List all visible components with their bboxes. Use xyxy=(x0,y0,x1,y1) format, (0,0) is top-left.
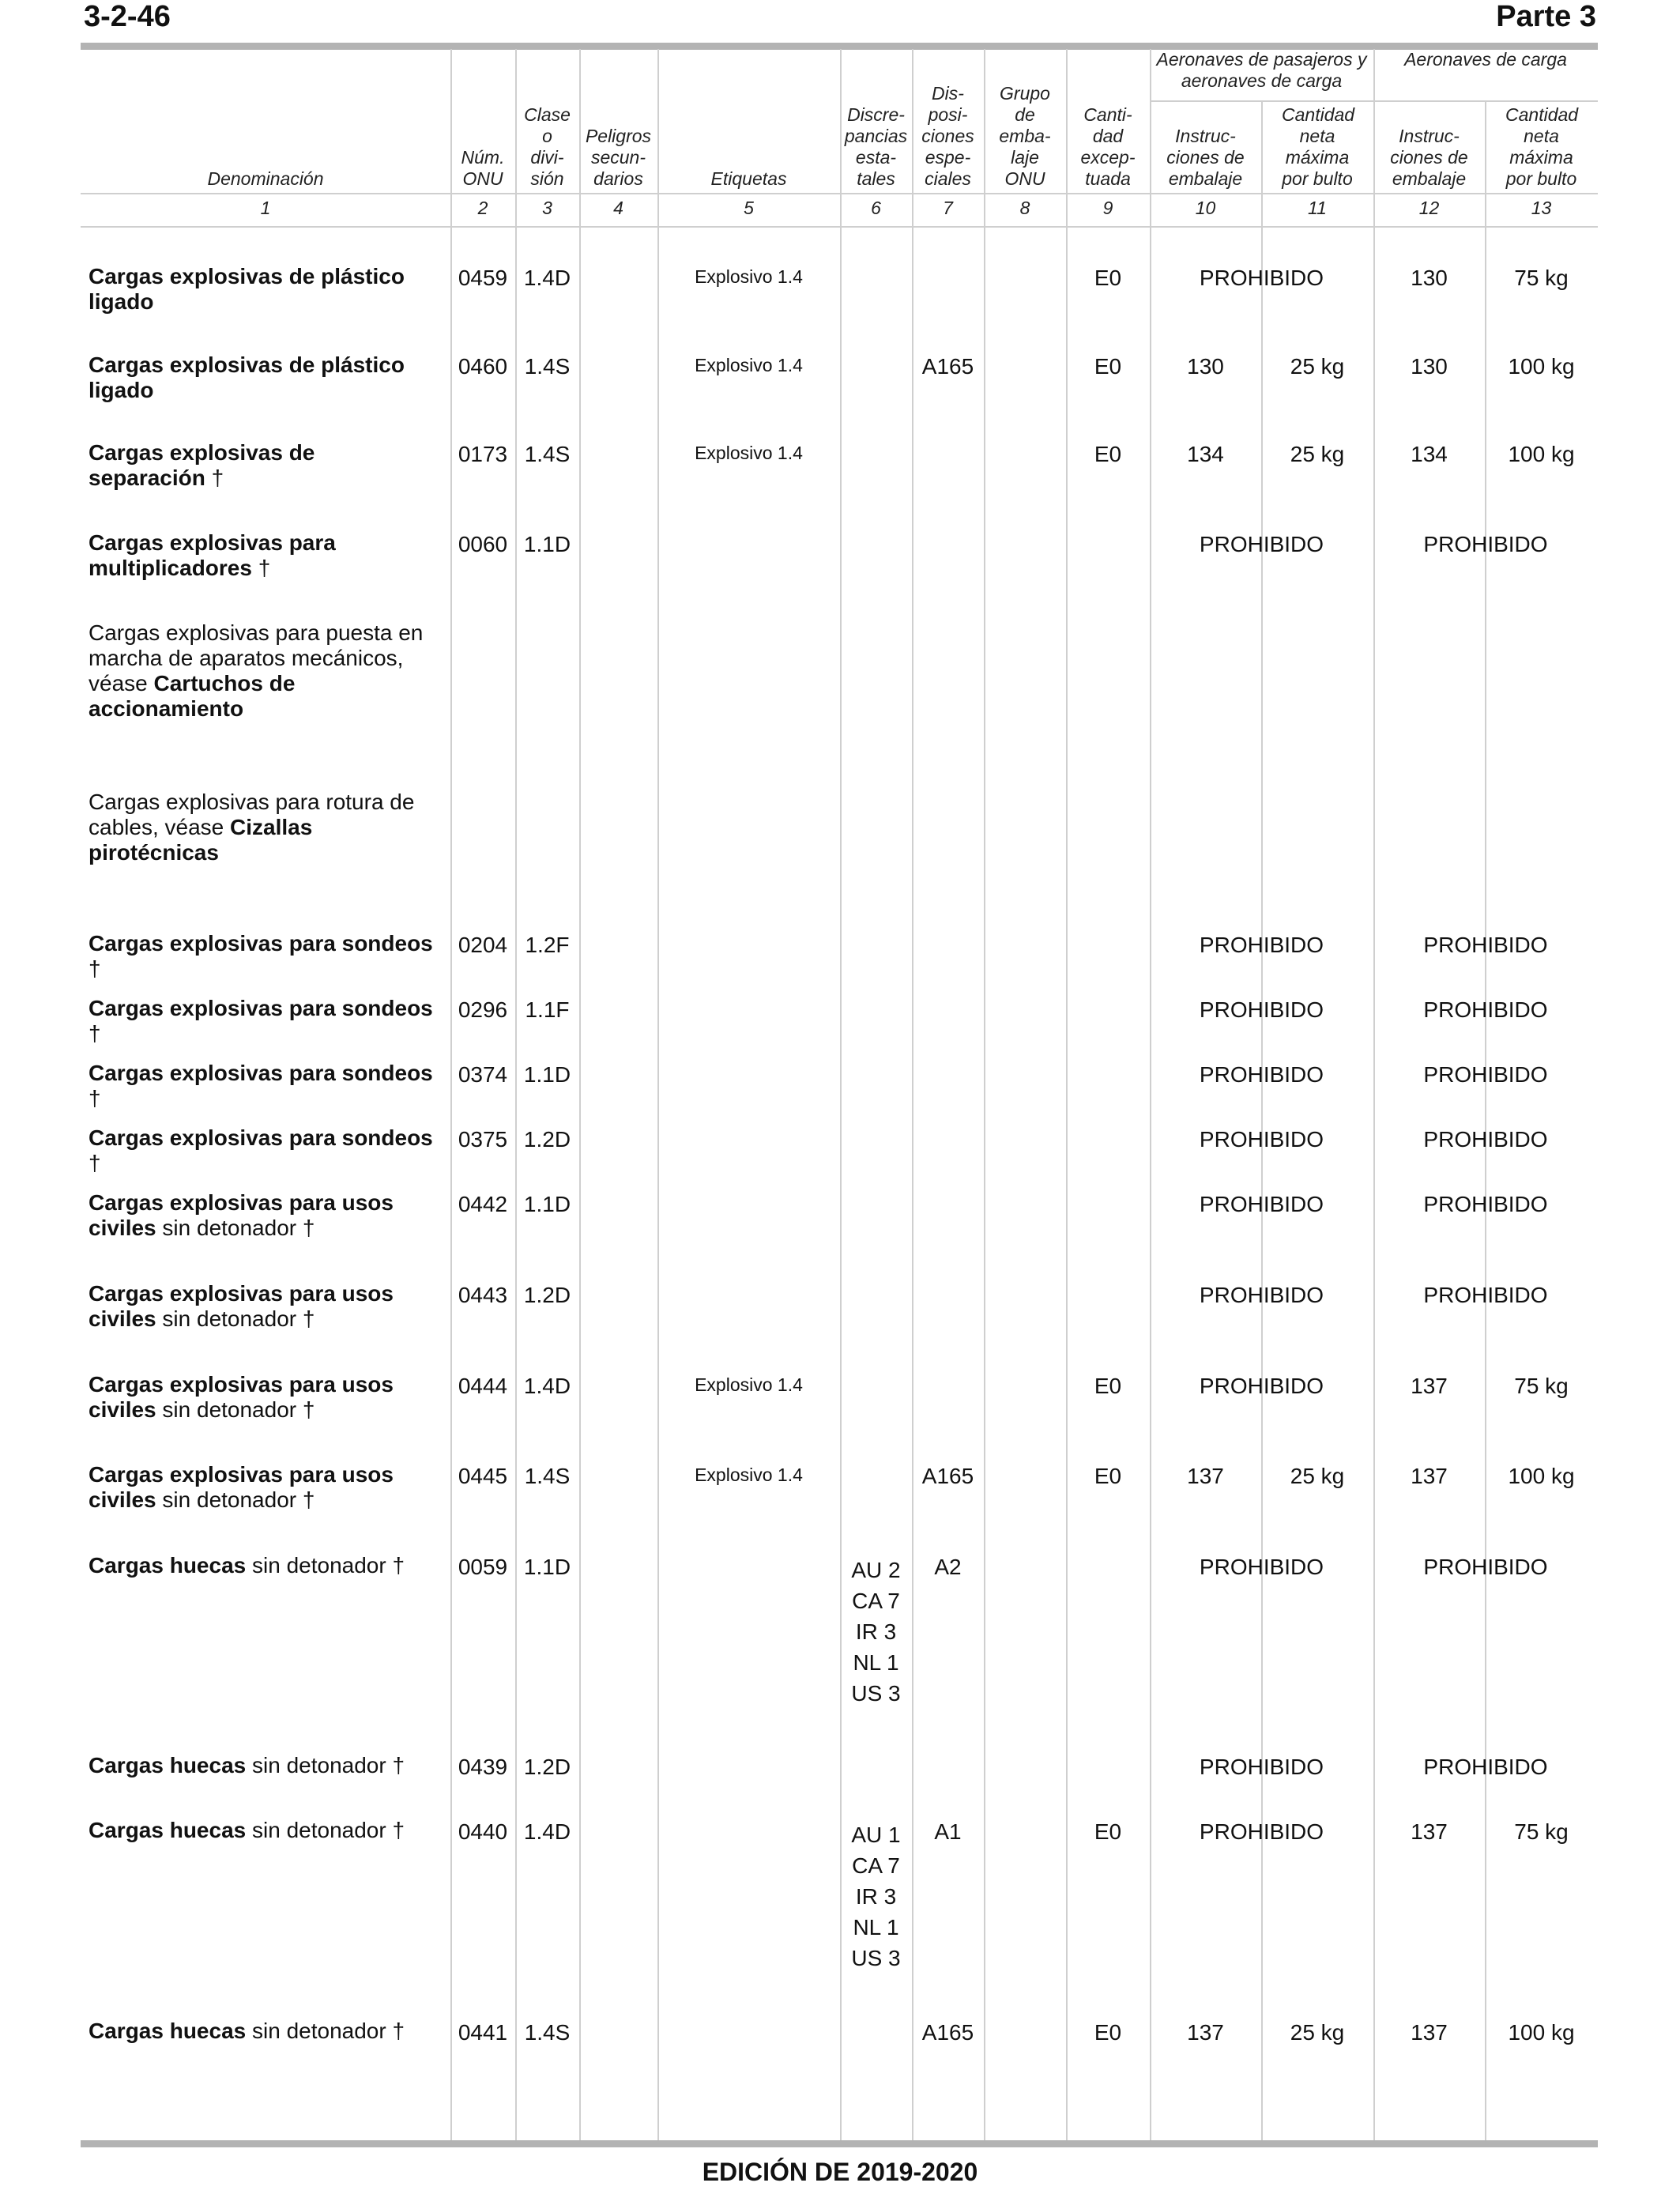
un-number: 0204 xyxy=(458,933,508,957)
cargo-prohibited: PROHIBIDO xyxy=(1423,933,1548,957)
cargo-max-quantity: 75 kg xyxy=(1514,266,1569,290)
cargo-prohibited: PROHIBIDO xyxy=(1423,1283,1548,1307)
class-division: 1.2F xyxy=(525,933,570,957)
passenger-packing-instruction: 137 xyxy=(1187,2020,1224,2045)
state-variation-code: NL 1 xyxy=(853,1650,899,1675)
column-divider xyxy=(984,49,985,2140)
passenger-prohibited: PROHIBIDO xyxy=(1199,1127,1324,1152)
column-number-rule xyxy=(81,226,1598,228)
state-variations xyxy=(840,1819,912,1973)
row-denomination xyxy=(89,352,436,403)
un-number: 0296 xyxy=(458,997,508,1022)
denomination-suffix: † xyxy=(89,1086,101,1110)
column-number: 12 xyxy=(1418,198,1440,218)
passenger-packing-instruction: 137 xyxy=(1187,1464,1224,1488)
row-denomination xyxy=(89,1818,436,1843)
part-label: Parte 3 xyxy=(1496,0,1596,33)
column-header: Núm. ONU xyxy=(461,147,505,189)
column-header: Grupo de emba- laje ONU xyxy=(999,83,1051,189)
column-header: Peligros secun- darios xyxy=(585,126,652,189)
special-provision: A165 xyxy=(921,354,974,379)
column-header: Instruc- ciones de embalaje xyxy=(1166,126,1245,189)
column-header: Discre- pancias esta- tales xyxy=(844,104,908,189)
denomination-text: Cargas explosivas para usos civiles xyxy=(89,1372,394,1422)
column-header: Cantidad neta máxima por bulto xyxy=(1505,104,1579,189)
row-denomination xyxy=(89,1190,436,1241)
excepted-quantity: E0 xyxy=(1094,442,1122,466)
denomination-text: Cargas explosivas de plástico ligado xyxy=(89,264,405,314)
special-provision: A165 xyxy=(921,2020,974,2045)
hazard-label: Explosivo 1.4 xyxy=(695,355,803,375)
special-provision: A1 xyxy=(934,1819,962,1844)
un-number: 0059 xyxy=(458,1555,508,1579)
passenger-packing-instruction: 134 xyxy=(1187,442,1224,466)
cargo-prohibited: PROHIBIDO xyxy=(1423,532,1548,556)
cargo-max-quantity: 100 kg xyxy=(1508,354,1575,379)
denomination-text: Cargas explosivas para rotura de cables, véase xyxy=(89,790,415,839)
state-variations xyxy=(840,1555,912,1709)
denomination-suffix: sin detonador † xyxy=(156,1306,315,1331)
column-number: 11 xyxy=(1308,198,1327,218)
column-number: 10 xyxy=(1195,198,1216,218)
group-header-cargo: Aeronaves de carga xyxy=(1404,49,1567,70)
denomination-text: Cargas huecas xyxy=(89,1818,247,1842)
row-denomination xyxy=(89,2019,436,2044)
class-division: 1.1D xyxy=(523,1192,571,1216)
denomination-suffix: † xyxy=(251,556,271,580)
hazard-label: Explosivo 1.4 xyxy=(695,1374,803,1395)
class-division: 1.1F xyxy=(525,997,570,1022)
hazard-label: Explosivo 1.4 xyxy=(695,266,803,287)
bottom-rule xyxy=(81,2140,1598,2147)
page-number: 3-2-46 xyxy=(84,0,171,33)
passenger-max-quantity: 25 kg xyxy=(1290,1464,1345,1488)
class-division: 1.2D xyxy=(523,1755,571,1779)
cargo-max-quantity: 100 kg xyxy=(1508,442,1575,466)
denomination-suffix: † xyxy=(89,1021,101,1046)
column-number: 13 xyxy=(1531,198,1552,218)
denomination-text: Cargas huecas xyxy=(89,1553,247,1578)
denomination-text: Cargas huecas xyxy=(89,2019,247,2043)
edition-footer: EDICIÓN DE 2019-2020 xyxy=(702,2158,978,2186)
column-number: 5 xyxy=(744,198,754,218)
passenger-max-quantity: 25 kg xyxy=(1290,354,1345,379)
special-provision: A165 xyxy=(921,1464,974,1488)
class-division: 1.4S xyxy=(524,1464,571,1488)
cargo-prohibited: PROHIBIDO xyxy=(1423,1555,1548,1579)
state-variation-code: AU 2 xyxy=(851,1558,901,1582)
cargo-prohibited: PROHIBIDO xyxy=(1423,1192,1548,1216)
passenger-prohibited: PROHIBIDO xyxy=(1199,1555,1324,1579)
un-number: 0439 xyxy=(458,1755,508,1779)
row-denomination xyxy=(89,931,436,982)
excepted-quantity: E0 xyxy=(1094,266,1122,290)
cargo-packing-instruction: 137 xyxy=(1411,2020,1448,2045)
cargo-prohibited: PROHIBIDO xyxy=(1423,1127,1548,1152)
row-denomination xyxy=(89,1281,436,1332)
column-header: Cantidad neta máxima por bulto xyxy=(1282,104,1355,189)
class-division: 1.2D xyxy=(523,1283,571,1307)
group-header-rule xyxy=(1373,100,1598,102)
cargo-packing-instruction: 137 xyxy=(1411,1464,1448,1488)
un-number: 0459 xyxy=(458,266,508,290)
denomination-reference: Cizallas pirotécnicas xyxy=(89,815,313,865)
denomination-suffix: sin detonador † xyxy=(156,1397,315,1422)
un-number: 0444 xyxy=(458,1374,508,1398)
denomination-suffix: sin detonador † xyxy=(156,1487,315,1512)
denomination-text: Cargas explosivas de plástico ligado xyxy=(89,352,405,402)
cargo-packing-instruction: 137 xyxy=(1411,1819,1448,1844)
cargo-max-quantity: 100 kg xyxy=(1508,2020,1575,2045)
denomination-suffix: † xyxy=(205,466,224,490)
group-header-passenger: Aeronaves de pasajeros y aeronaves de carga xyxy=(1156,49,1367,91)
row-denomination xyxy=(89,1061,436,1111)
state-variation-code: AU 1 xyxy=(851,1823,901,1847)
un-number: 0442 xyxy=(458,1192,508,1216)
denomination-suffix: sin detonador † xyxy=(246,1818,405,1842)
column-header: Canti- dad excep- tuada xyxy=(1080,104,1136,189)
un-number: 0440 xyxy=(458,1819,508,1844)
class-division: 1.4D xyxy=(523,1819,571,1844)
row-denomination xyxy=(89,1753,436,1778)
class-division: 1.1D xyxy=(523,532,571,556)
column-header: Clase o divi- sión xyxy=(524,104,571,189)
denomination-suffix: † xyxy=(89,1151,101,1175)
excepted-quantity: E0 xyxy=(1094,1819,1122,1844)
column-header: Dis- posi- ciones espe- ciales xyxy=(921,83,974,189)
cargo-max-quantity: 75 kg xyxy=(1514,1819,1569,1844)
row-denomination xyxy=(89,620,436,722)
passenger-prohibited: PROHIBIDO xyxy=(1199,266,1324,290)
class-division: 1.1D xyxy=(523,1062,571,1087)
column-number: 9 xyxy=(1102,198,1113,218)
class-division: 1.4S xyxy=(524,354,571,379)
denomination-text: Cargas explosivas para puesta en marcha de aparatos mecánicos, véase xyxy=(89,620,424,696)
denomination-text: Cargas huecas xyxy=(89,1753,247,1777)
denomination-reference: Cartuchos de accionamiento xyxy=(89,671,296,721)
denomination-text: Cargas explosivas para usos civiles xyxy=(89,1281,394,1331)
passenger-prohibited: PROHIBIDO xyxy=(1199,1755,1324,1779)
denomination-text: Cargas explosivas para sondeos xyxy=(89,1061,433,1085)
class-division: 1.4S xyxy=(524,442,571,466)
row-denomination xyxy=(89,1462,436,1513)
cargo-packing-instruction: 137 xyxy=(1411,1374,1448,1398)
denomination-text: Cargas explosivas de separación xyxy=(89,440,315,490)
state-variation-code: CA 7 xyxy=(852,1853,900,1878)
state-variation-code: IR 3 xyxy=(855,1884,897,1909)
class-division: 1.1D xyxy=(523,1555,571,1579)
un-number: 0374 xyxy=(458,1062,508,1087)
hazard-label: Explosivo 1.4 xyxy=(695,1465,803,1485)
excepted-quantity: E0 xyxy=(1094,1464,1122,1488)
column-number: 7 xyxy=(943,198,953,218)
denomination-suffix: sin detonador † xyxy=(156,1216,315,1240)
column-divider xyxy=(579,49,581,2140)
column-number: 2 xyxy=(477,198,488,218)
row-denomination xyxy=(89,264,436,315)
row-denomination xyxy=(89,996,436,1046)
column-number: 1 xyxy=(260,198,271,218)
column-number: 3 xyxy=(542,198,552,218)
state-variation-code: US 3 xyxy=(851,1946,901,1970)
un-number: 0443 xyxy=(458,1283,508,1307)
class-division: 1.4D xyxy=(523,1374,571,1398)
column-number: 4 xyxy=(613,198,623,218)
un-number: 0375 xyxy=(458,1127,508,1152)
cargo-packing-instruction: 130 xyxy=(1411,354,1448,379)
un-number: 0460 xyxy=(458,354,508,379)
passenger-prohibited: PROHIBIDO xyxy=(1199,997,1324,1022)
hazard-label: Explosivo 1.4 xyxy=(695,443,803,463)
column-header: Denominación xyxy=(207,168,324,189)
cargo-prohibited: PROHIBIDO xyxy=(1423,997,1548,1022)
column-header: Etiquetas xyxy=(710,168,787,189)
denomination-suffix: † xyxy=(89,956,101,981)
denomination-suffix: sin detonador † xyxy=(246,2019,405,2043)
denomination-text: Cargas explosivas para multiplicadores xyxy=(89,530,336,580)
passenger-prohibited: PROHIBIDO xyxy=(1199,1283,1324,1307)
state-variation-code: NL 1 xyxy=(853,1915,899,1940)
row-denomination xyxy=(89,440,436,491)
un-number: 0060 xyxy=(458,532,508,556)
passenger-packing-instruction: 130 xyxy=(1187,354,1224,379)
passenger-prohibited: PROHIBIDO xyxy=(1199,933,1324,957)
special-provision: A2 xyxy=(934,1555,962,1579)
cargo-prohibited: PROHIBIDO xyxy=(1423,1755,1548,1779)
un-number: 0173 xyxy=(458,442,508,466)
group-header-rule xyxy=(1150,100,1373,102)
state-variation-code: IR 3 xyxy=(855,1619,897,1644)
passenger-prohibited: PROHIBIDO xyxy=(1199,1192,1324,1216)
excepted-quantity: E0 xyxy=(1094,354,1122,379)
denomination-suffix: sin detonador † xyxy=(246,1553,405,1578)
class-division: 1.4D xyxy=(523,266,571,290)
cargo-prohibited: PROHIBIDO xyxy=(1423,1062,1548,1087)
passenger-prohibited: PROHIBIDO xyxy=(1199,1062,1324,1087)
cargo-packing-instruction: 130 xyxy=(1411,266,1448,290)
state-variation-code: CA 7 xyxy=(852,1589,900,1613)
excepted-quantity: E0 xyxy=(1094,1374,1122,1398)
class-division: 1.2D xyxy=(523,1127,571,1152)
passenger-prohibited: PROHIBIDO xyxy=(1199,1374,1324,1398)
row-denomination xyxy=(89,1553,436,1578)
denomination-suffix: sin detonador † xyxy=(246,1753,405,1777)
header-rule xyxy=(81,193,1598,194)
passenger-prohibited: PROHIBIDO xyxy=(1199,1819,1324,1844)
cargo-max-quantity: 100 kg xyxy=(1508,1464,1575,1488)
denomination-text: Cargas explosivas para usos civiles xyxy=(89,1462,394,1512)
column-header: Instruc- ciones de embalaje xyxy=(1390,126,1468,189)
un-number: 0441 xyxy=(458,2020,508,2045)
passenger-prohibited: PROHIBIDO xyxy=(1199,532,1324,556)
passenger-max-quantity: 25 kg xyxy=(1290,2020,1345,2045)
cargo-max-quantity: 75 kg xyxy=(1514,1374,1569,1398)
un-number: 0445 xyxy=(458,1464,508,1488)
passenger-max-quantity: 25 kg xyxy=(1290,442,1345,466)
denomination-text: Cargas explosivas para sondeos xyxy=(89,996,433,1020)
cargo-packing-instruction: 134 xyxy=(1411,442,1448,466)
column-number: 8 xyxy=(1019,198,1030,218)
row-denomination xyxy=(89,1372,436,1423)
row-denomination xyxy=(89,1125,436,1176)
denomination-text: Cargas explosivas para sondeos xyxy=(89,1125,433,1150)
row-denomination xyxy=(89,790,436,865)
excepted-quantity: E0 xyxy=(1094,2020,1122,2045)
row-denomination xyxy=(89,530,436,581)
denomination-text: Cargas explosivas para sondeos xyxy=(89,931,433,956)
denomination-text: Cargas explosivas para usos civiles xyxy=(89,1190,394,1240)
class-division: 1.4S xyxy=(524,2020,571,2045)
state-variation-code: US 3 xyxy=(851,1681,901,1706)
column-number: 6 xyxy=(871,198,881,218)
